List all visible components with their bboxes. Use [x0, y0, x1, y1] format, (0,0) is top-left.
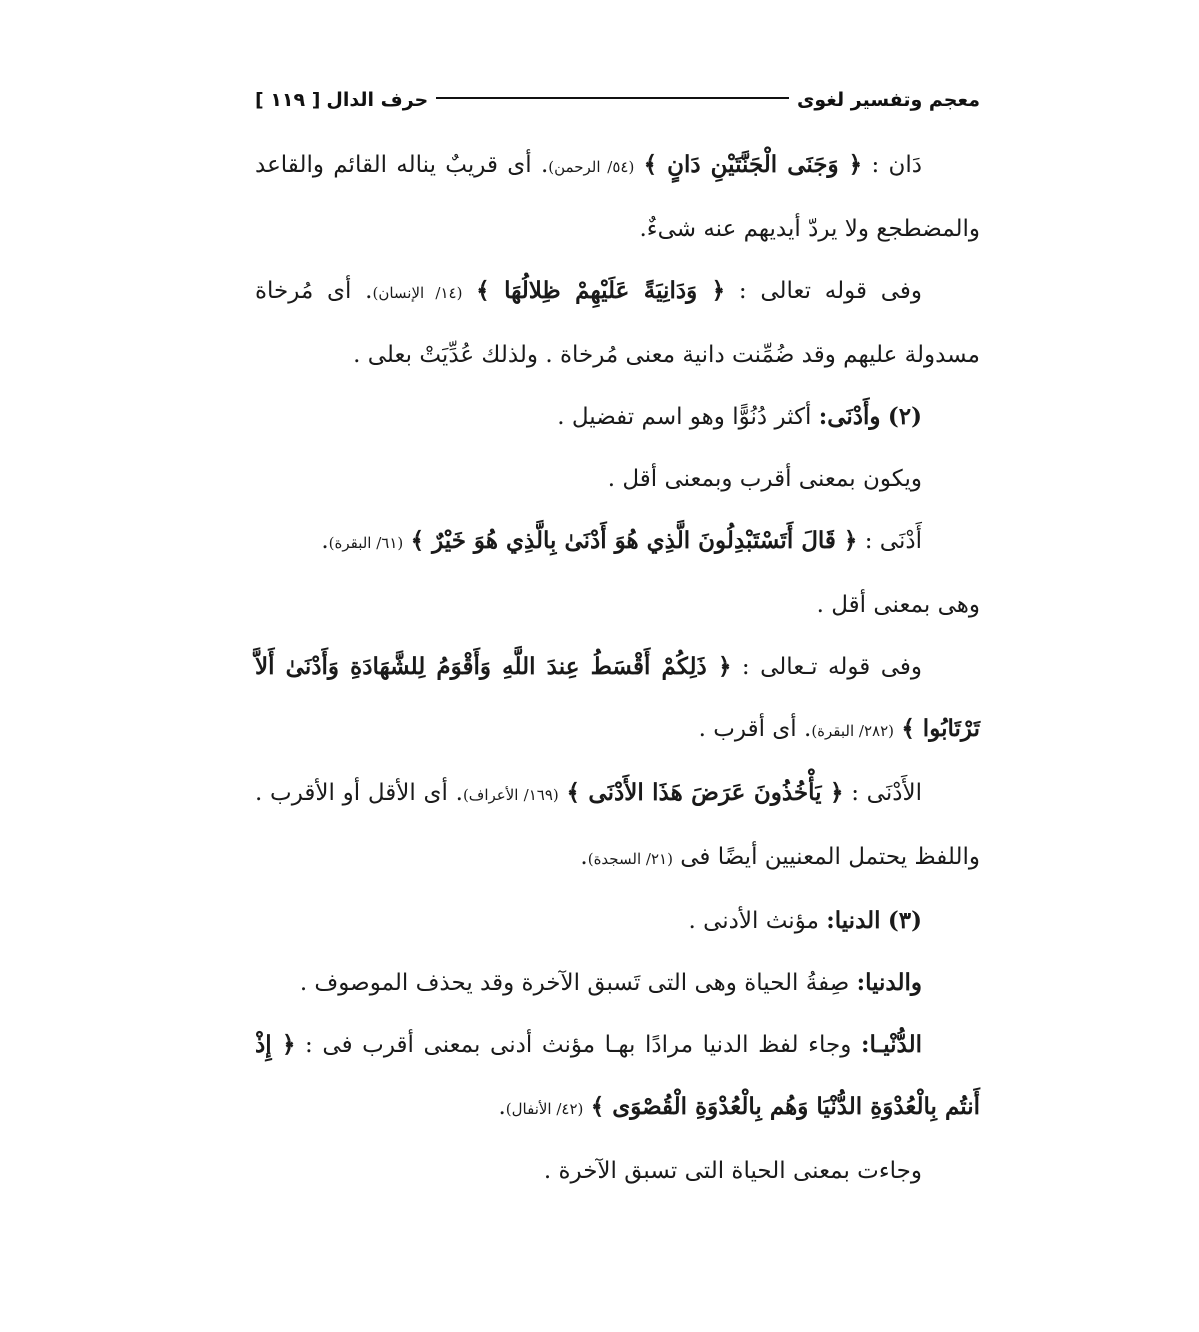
explanation: صِفةُ الحياة وهى التى تَسبق الآخرة وقد يحذف الموصوف .	[299, 970, 850, 996]
paragraph	[255, 448, 980, 510]
quran-quote: ﴿ يَأْخُذُونَ عَرَضَ هَذَا الأَدْنَى ﴾	[566, 779, 844, 806]
entry-addunya	[255, 1014, 980, 1140]
term: أَدْنَى :	[864, 528, 922, 554]
explanation: . أى مُرخاة مسدولة عليهم وقد ضُمِّنت دانية معنى مُرخاة . ولذلك عُدِّيَتْ بعلى .	[255, 278, 980, 368]
page-number: [ ١١٩ ]	[255, 89, 321, 111]
entry-adna-heading	[255, 386, 980, 448]
book-title: معجم وتفسير لغوى	[796, 89, 980, 111]
explanation: . أى الأقل أو الأقرب . واللفظ يحتمل المعنيين أيضًا فى	[255, 780, 980, 870]
section-number: (٢)	[887, 403, 922, 430]
verse-reference: (٦١/ البقرة)	[328, 534, 404, 552]
verse-reference: (٢١/ السجدة)	[587, 850, 673, 868]
explanation: . أى أقرب .	[698, 716, 812, 742]
explanation: أكثر دُنُوًّا وهو اسم تفضيل .	[557, 404, 812, 430]
quran-quote: ﴿ وَدَانِيَةً عَلَيْهِمْ ظِلالُهَا ﴾	[476, 277, 726, 304]
entry-daniya	[255, 260, 980, 386]
intro: وفى قوله تعالى :	[738, 278, 922, 304]
term: الدنيا:	[826, 907, 881, 934]
quran-quote: ﴿ وَجَنَى الْجَنَّتَيْنِ دَانٍ ﴾	[643, 151, 863, 178]
verse-reference: (١٤/ الإنسان)	[372, 284, 463, 302]
entry-dunya-heading	[255, 890, 980, 952]
explanation: . أى قريبٌ يناله القائم والقاعد والمضطجع ولا يردّ أيديهم عنه شىءٌ.	[255, 152, 980, 242]
section-title: حرف الدال	[326, 89, 429, 111]
body-text	[255, 134, 980, 1202]
entry-al-adna	[255, 762, 980, 890]
punctuation: .	[498, 1094, 506, 1120]
term: دَان :	[871, 152, 923, 178]
term: الدُّنْيـا:	[860, 1031, 923, 1058]
quran-quote: ﴿ ذَلِكُمْ أَقْسَطُ عِندَ اللَّهِ وَأَقْوَمُ لِلشَّهَادَةِ وَأَدْنَىٰ أَلاَّ تَرْتَابُوا ﴾	[255, 653, 980, 742]
intro: وفى قوله تـعالى :	[741, 654, 922, 680]
entry-dan	[255, 134, 980, 260]
quran-quote: ﴿ قَالَ أَتَسْتَبْدِلُونَ الَّذِي هُوَ أَدْنَىٰ بِالَّذِي هُوَ خَيْرٌ ﴾	[410, 527, 858, 554]
explanation: مؤنث الأدنى .	[688, 908, 819, 934]
quran-quote: ﴿ إِذْ أَنتُم بِالْعُدْوَةِ الدُّنْيَا وَهُم بِالْعُدْوَةِ الْقُصْوَى ﴾	[255, 1031, 980, 1120]
paragraph	[255, 574, 980, 636]
term: وأَدْنَى:	[818, 403, 881, 430]
explanation: وجاءت بمعنى الحياة التى تسبق الآخرة .	[543, 1158, 922, 1184]
verse-reference: (١٦٩/ الأعراف)	[462, 786, 559, 804]
header-rule	[436, 97, 789, 99]
punctuation: .	[321, 528, 329, 554]
punctuation: .	[580, 844, 588, 870]
entry-adna	[255, 510, 980, 574]
verse-reference: (٥٤/ الرحمن)	[548, 158, 635, 176]
paragraph	[255, 1140, 980, 1202]
page-header	[255, 80, 980, 120]
verse-reference: (٤٢/ الأنفال)	[505, 1100, 584, 1118]
explanation: وجاء لفظ الدنيا مرادًا بهـا مؤنث أدنى بمعنى أقرب فى :	[305, 1032, 852, 1058]
term: والدنيا:	[856, 969, 922, 996]
term: الأَدْنَى :	[851, 780, 923, 806]
entry-waddunya	[255, 952, 980, 1014]
verse-reference: (٢٨٢/ البقرة)	[811, 722, 895, 740]
explanation: وهى بمعنى أقل .	[816, 592, 980, 618]
document-page	[255, 80, 980, 1202]
explanation: ويكون بمعنى أقرب وبمعنى أقل .	[607, 466, 922, 492]
section-number: (٣)	[887, 907, 922, 934]
entry-adna-aqrab	[255, 636, 980, 762]
